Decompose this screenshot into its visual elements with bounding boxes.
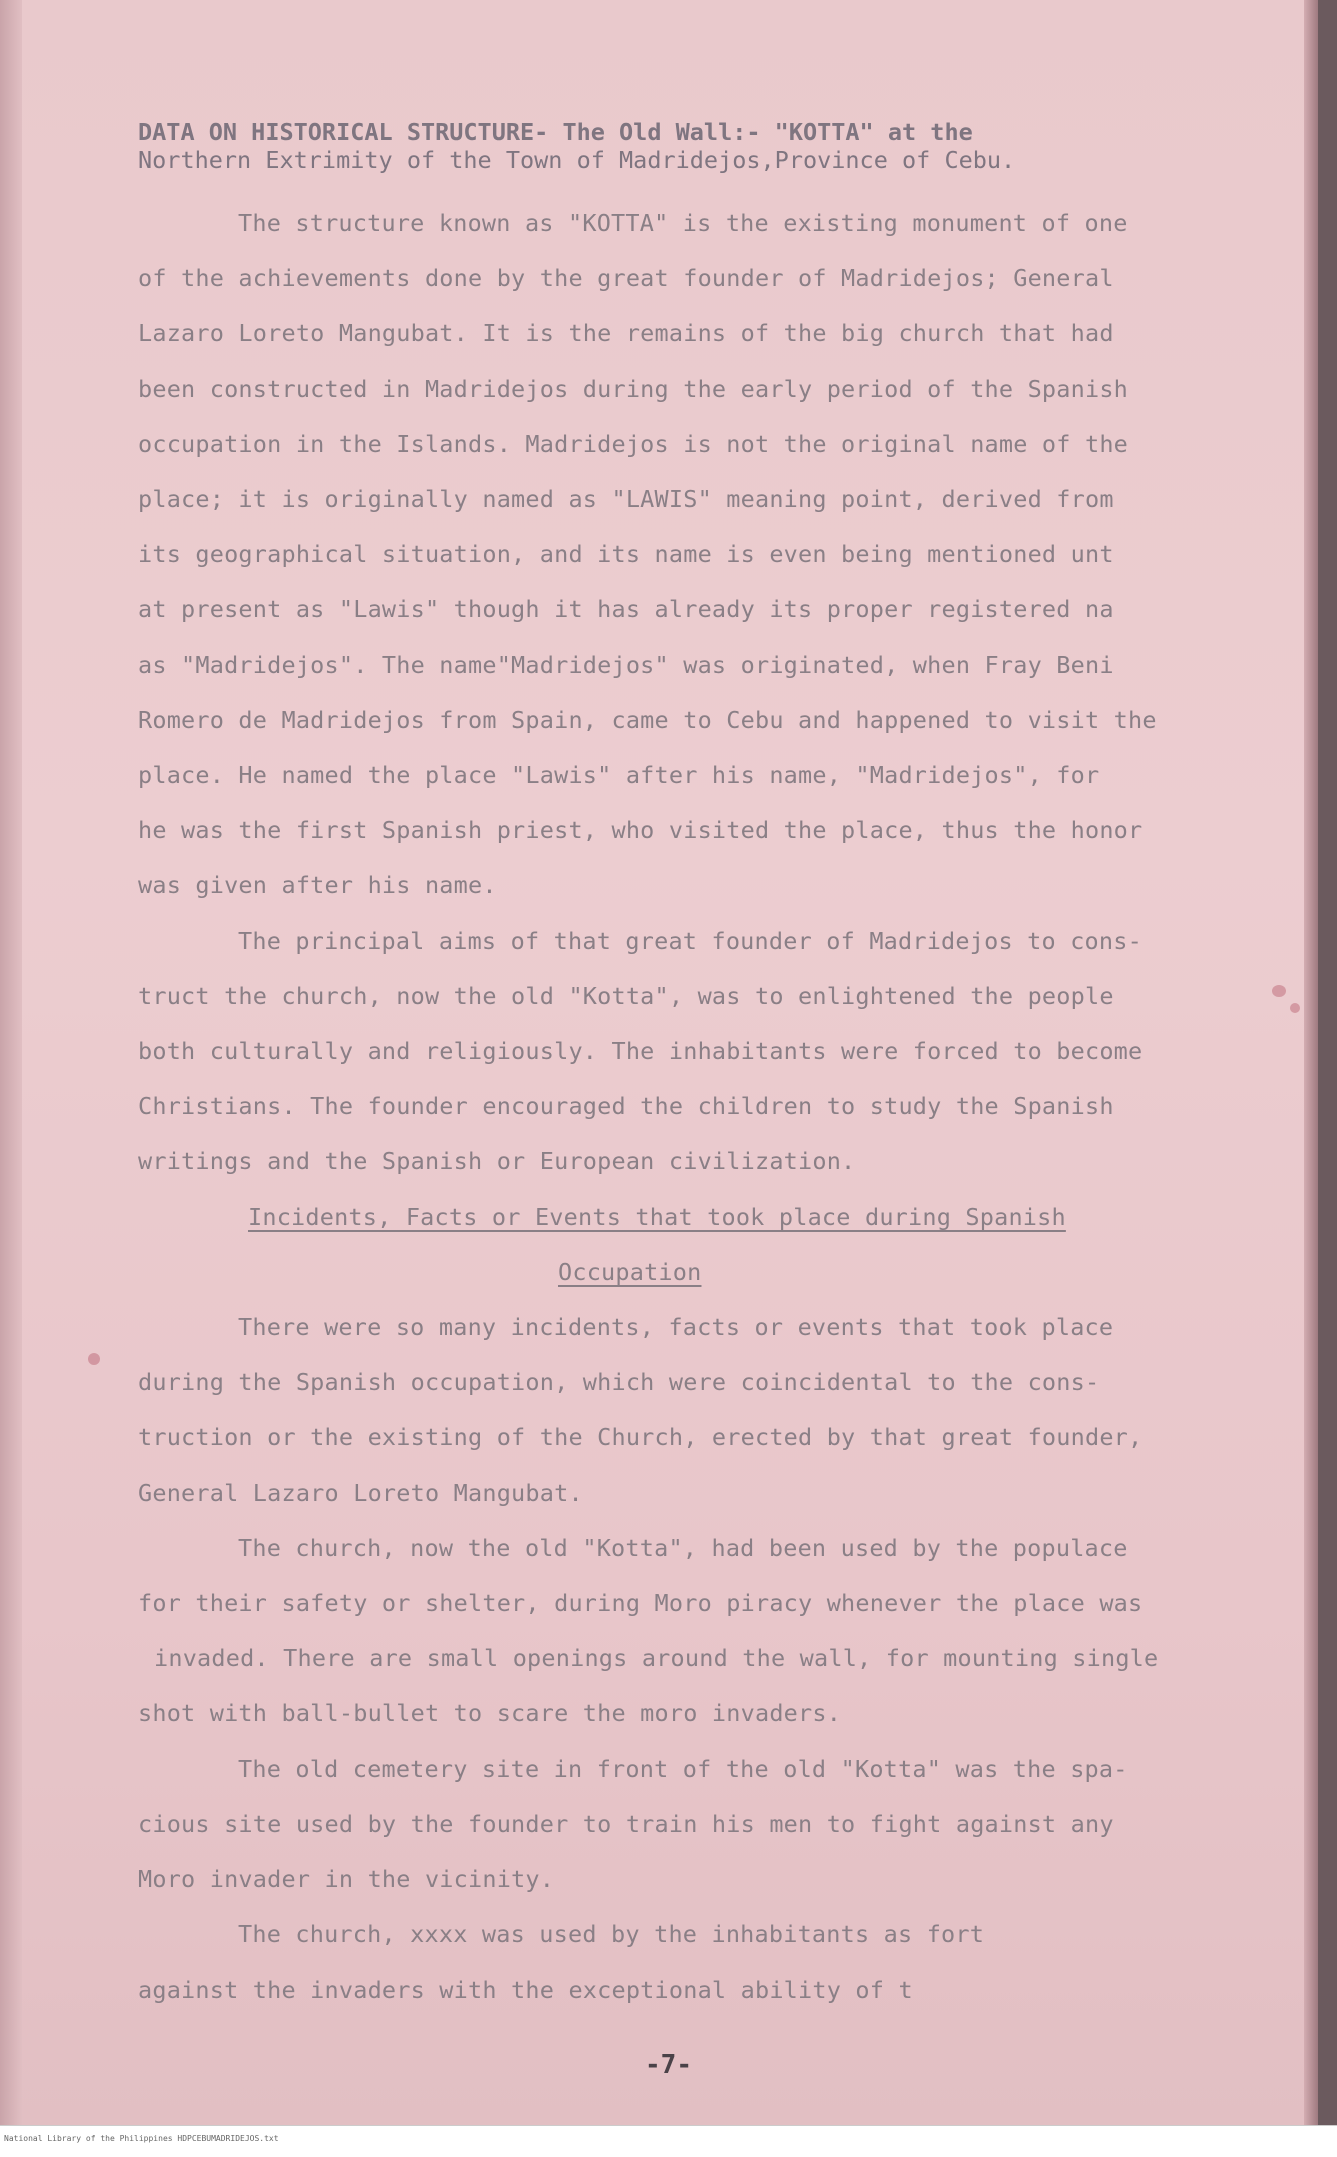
text-line: invaded. There are small openings around the wall, for mounting single (154, 1644, 1159, 1673)
text-line: shot with ball-bullet to scare the moro invaders. (138, 1699, 842, 1728)
text-line: its geographical situation, and its name is even being mentioned unt (138, 540, 1114, 569)
text-line: both culturally and religiously. The inhabitants were forced to become (138, 1037, 1143, 1066)
scan-footer-text: National Library of the Philippines HDPCEBUMADRIDEJOS.txt (4, 2134, 279, 2143)
text-line: The old cemetery site in front of the old "Kotta" was the spa- (238, 1754, 1128, 1783)
text-line: place. He named the place "Lawis" after his name, "Madridejos", for (138, 761, 1100, 790)
text-line: place; it is originally named as "LAWIS" meaning point, derived from (138, 485, 1114, 514)
text-line: against the invaders with the exceptional ability of t (138, 1975, 913, 2004)
text-line: The principal aims of that great founder of Madridejos to cons- (238, 926, 1142, 955)
section-heading-line-1: Incidents, Facts or Events that took place during Spanish (248, 1202, 1066, 1231)
ink-stain (88, 1353, 100, 1365)
text-line: Christians. The founder encouraged the children to study the Spanish (138, 1092, 1114, 1121)
scan-footer (0, 2125, 1337, 2157)
section-heading-line-2: Occupation (558, 1257, 702, 1286)
text-line: truction or the existing of the Church, erected by that great founder, (138, 1423, 1143, 1452)
text-line: The church, now the old "Kotta", had been used by the populace (238, 1533, 1128, 1562)
text-line: as "Madridejos". The name"Madridejos" was originated, when Fray Beni (138, 650, 1114, 679)
document-heading-line-2: Northern Extrimity of the Town of Madridejos,Province of Cebu. (138, 146, 1016, 174)
body-text (138, 196, 1298, 2018)
text-line: The church, xxxx was used by the inhabitants as fort (238, 1920, 985, 1949)
text-line: he was the first Spanish priest, who visited the place, thus the honor (138, 816, 1143, 845)
text-line: during the Spanish occupation, which were coincidental to the cons- (138, 1368, 1100, 1397)
page-binding-edge (0, 0, 22, 2125)
text-line: Moro invader in the vicinity. (138, 1865, 555, 1894)
text-line: The structure known as "KOTTA" is the existing monument of one (238, 209, 1128, 237)
text-line: writings and the Spanish or European civilization. (138, 1147, 856, 1176)
text-line: General Lazaro Loreto Mangubat. (138, 1478, 583, 1507)
text-line: Romero de Madridejos from Spain, came to Cebu and happened to visit the (138, 705, 1157, 734)
page-number: -7- (645, 2050, 692, 2080)
typed-text (138, 118, 1298, 2018)
text-line: There were so many incidents, facts or events that took place (238, 1313, 1114, 1342)
text-line: been constructed in Madridejos during the early period of the Spanish (138, 374, 1129, 403)
document-heading-line-1: DATA ON HISTORICAL STRUCTURE- The Old Wall:- "KOTTA" at the (138, 118, 973, 146)
text-line: for their safety or shelter, during Moro piracy whenever the place was (138, 1589, 1143, 1618)
text-line: cious site used by the founder to train his men to fight against any (138, 1809, 1114, 1838)
text-line: of the achievements done by the great founder of Madridejos; General (138, 264, 1114, 293)
text-line: occupation in the Islands. Madridejos is not the original name of the (138, 429, 1129, 458)
text-line: was given after his name. (138, 871, 497, 900)
text-line: at present as "Lawis" though it has already its proper registered na (138, 595, 1114, 624)
text-line: truct the church, now the old "Kotta", was to enlightened the people (138, 981, 1114, 1010)
text-line: Lazaro Loreto Mangubat. It is the remains of the big church that had (138, 319, 1114, 348)
